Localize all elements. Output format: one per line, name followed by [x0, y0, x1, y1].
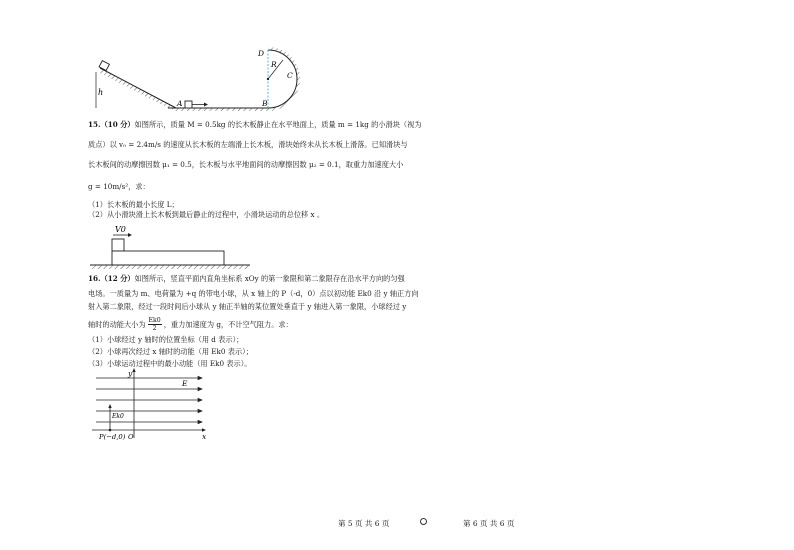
q16-sub2: （2）小球再次经过 x 轴时的动能（用 Ek0 表示）；	[88, 347, 253, 356]
label-d: D	[258, 49, 265, 58]
figure-board-block	[88, 222, 258, 270]
label-h: h	[98, 88, 104, 97]
figure-electric-field	[90, 368, 215, 444]
footer-page-right: 第 6 页 共 6 页	[463, 519, 515, 528]
fraction-denominator: 2	[152, 325, 157, 332]
q16-sub3: （3）小球运动过程中的最小动能（用 Ek0 表示）。	[88, 359, 252, 368]
block-a	[185, 101, 192, 108]
binding-hole-icon	[420, 518, 427, 525]
label-v0: V0	[115, 225, 126, 234]
q16-text-1: 如图所示，竖直平面内直角坐标系 xOy 的第一象限和第二象限存在沿水平方向的匀强	[134, 274, 405, 283]
q15-score: （10 分）	[100, 120, 135, 129]
q15-line1	[88, 120, 421, 129]
label-a: A	[177, 99, 183, 108]
label-o: O	[128, 433, 134, 441]
q15-sub2: （2）从小滑块滑上长木板到最后静止的过程中，小滑块运动的总位移 x 。	[88, 210, 325, 219]
field-label-e: E	[182, 379, 188, 388]
q15-text-1: 如图所示，质量 M = 0.5kg 的长木板静止在水平地面上，质量 m = 1kg 的小滑块（视为	[134, 120, 422, 129]
q16-line1	[88, 274, 405, 283]
v0-arrow-head	[128, 233, 132, 237]
q16-line4	[88, 317, 293, 332]
ground-hatch-15	[90, 265, 250, 269]
x-axis-label: x	[202, 432, 207, 441]
q16-line2: 电场。一质量为 m、电荷量为 +q 的带电小球，从 x 轴上的 P（-d，0）点以初动能 Ek0 沿 y 轴正方向	[88, 289, 419, 298]
ek0-label: Ek0	[112, 413, 124, 420]
label-r: R	[271, 60, 277, 69]
label-c: C	[287, 71, 293, 80]
q16-number: 16.	[88, 274, 101, 283]
y-axis-arrow	[132, 368, 135, 372]
q16-text-4b: ，重力加速度为 g，不计空气阻力。求：	[163, 320, 293, 329]
y-axis-label: y	[128, 369, 133, 378]
fraction-numerator: Ek0	[148, 317, 161, 324]
long-board	[112, 251, 224, 265]
small-block	[112, 239, 124, 251]
velocity-arrow-a-head	[204, 103, 208, 107]
q16-score: （12 分）	[100, 274, 135, 283]
loop-arc-hatch	[268, 47, 300, 111]
q15-sub1: （1）长木板的最小长度 L；	[88, 200, 179, 209]
figure-incline-loop	[88, 40, 318, 112]
fraction	[148, 317, 162, 332]
q16-sub1: （1）小球经过 y 轴时的位置坐标（用 d 表示）；	[88, 335, 244, 344]
q15-number: 15.	[88, 120, 101, 129]
ek0-arrow-head	[108, 404, 111, 408]
label-p: P(−d,0)	[99, 433, 126, 441]
q16-line3: 射入第二象限，经过一段时间后小球从 y 轴正半轴的某位置处垂直于 y 轴进入第一象限，小球经过 y	[88, 302, 407, 311]
footer-page-left: 第 5 页 共 6 页	[338, 519, 390, 528]
point-p	[109, 429, 112, 432]
q15-line4: g = 10m/s²，求：	[88, 182, 150, 191]
q15-line2: 质点）以 v₀ = 2.4m/s 的速度从长木板的左端滑上长木板，滑块始终未从长木板上滑落。已知滑块与	[88, 140, 408, 149]
q16-text-4a: 轴时的动能大小为	[88, 320, 146, 329]
q15-line3: 长木板间的动摩擦因数 μ₁ = 0.5，长木板与水平地面间的动摩擦因数 μ₂ = 0.1，取重力加速度大小	[88, 160, 404, 169]
label-b: B	[262, 99, 268, 108]
